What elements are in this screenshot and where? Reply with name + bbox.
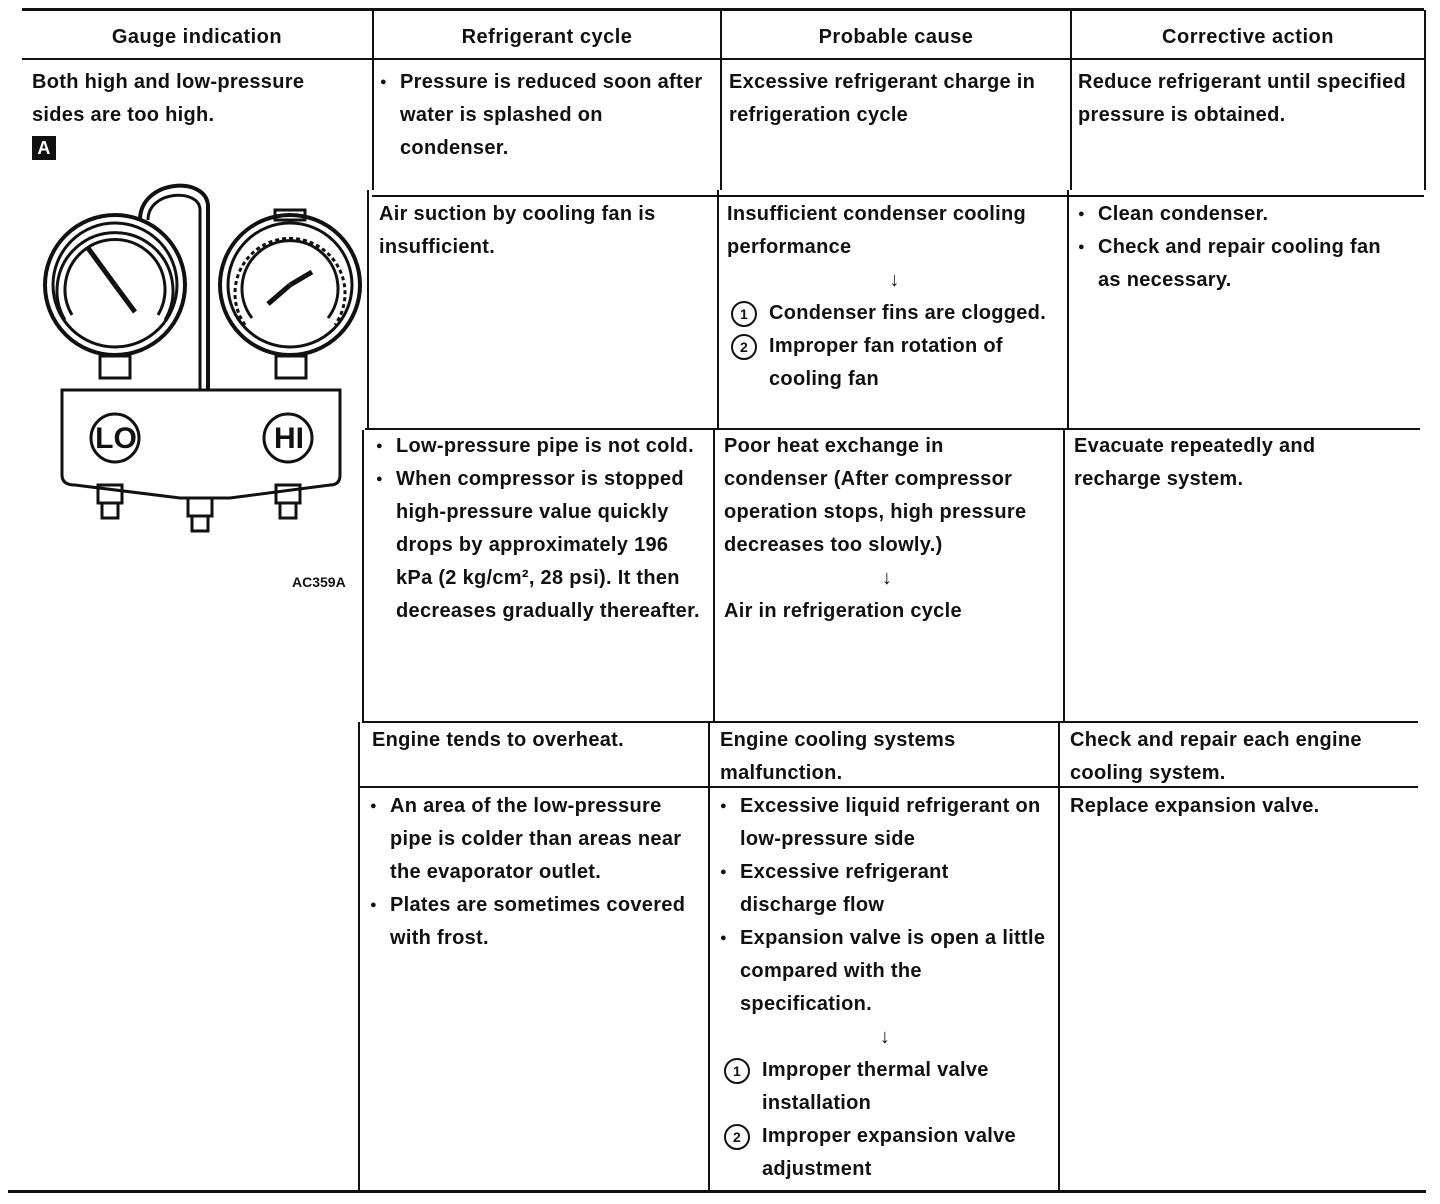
row3-cycle-item-2: ● When compressor is stopped high-pressure value quickly drops by approximately 196 kPa (2 kg/cm², 28 psi). It then decreases gradually thereafter. xyxy=(376,463,702,628)
row3-cause-head: Poor heat exchange in condenser (After compressor operation stops, high pressure decreases too slowly.) xyxy=(724,435,1027,556)
row5-cycle-item-1: ● An area of the low-pressure pipe is colder than areas near the evaporator outlet. xyxy=(370,790,695,889)
gauge-tag-a: A xyxy=(32,136,56,160)
row3-action: Evacuate repeatedly and recharge system. xyxy=(1074,435,1316,490)
circled-number-icon: 1 xyxy=(731,301,757,327)
circled-number-icon: 1 xyxy=(724,1058,750,1084)
row5-cause-num-item-2: 2 Improper expansion valve adjustment xyxy=(720,1120,1050,1186)
row5-cycle-item-2: ● Plates are sometimes covered with frost. xyxy=(370,889,695,955)
row5-cause xyxy=(720,790,1050,1186)
header-corrective-action: Corrective action xyxy=(1162,26,1334,48)
row2-action xyxy=(1078,198,1408,297)
row2-action-item-1: ● Clean condenser. xyxy=(1078,198,1408,231)
row4-cycle: Engine tends to overheat. xyxy=(372,729,624,751)
row5-cause-num-item-1: 1 Improper thermal valve installation xyxy=(720,1054,1050,1120)
row2-cause-item-2: 2 Improper fan rotation of cooling fan xyxy=(727,330,1062,396)
circled-number-icon: 2 xyxy=(724,1124,750,1150)
row-divider-3 xyxy=(362,721,1418,723)
row5-cause-item-1: ● Excessive liquid refrigerant on low-pressure side xyxy=(720,790,1050,856)
row2-cause-head: Insufficient condenser cooling performance xyxy=(727,203,1027,258)
header-refrigerant-cycle: Refrigerant cycle xyxy=(461,26,633,48)
row4-cause: Engine cooling systems malfunction. xyxy=(720,729,956,784)
row2-cycle: Air suction by cooling fan is insufficient. xyxy=(379,203,656,258)
row3-cycle-item-1: ● Low-pressure pipe is not cold. xyxy=(376,430,702,463)
down-arrow-icon: ↓ xyxy=(889,269,900,291)
header-gauge-indication: Gauge indication xyxy=(111,26,283,48)
row1-cycle-item: ● Pressure is reduced soon after water is splashed on condenser. xyxy=(380,66,710,165)
table-top-rule xyxy=(22,8,1424,11)
down-arrow-icon: ↓ xyxy=(881,567,893,589)
row2-action-item-2: ● Check and repair cooling fan as necessary. xyxy=(1078,231,1408,297)
col-divider-3b xyxy=(1067,190,1069,430)
col-divider-2c xyxy=(713,430,715,722)
gauge-line-1: Both high and low-pressure xyxy=(32,71,305,93)
gauge-line-2: sides are too high. xyxy=(32,104,215,126)
col-divider-2b xyxy=(717,190,719,430)
row1-cause: Excessive refrigerant charge in refrigeration cycle xyxy=(729,71,1036,126)
row-divider-1 xyxy=(372,195,1424,197)
table-bottom-rule xyxy=(8,1190,1426,1193)
header-probable-cause: Probable cause xyxy=(818,26,974,48)
row2-cause xyxy=(727,198,1062,396)
gauge-indication-text xyxy=(32,66,362,165)
circled-number-icon: 2 xyxy=(731,334,757,360)
col-divider-3c xyxy=(1063,430,1065,722)
col-divider-2d xyxy=(708,722,710,1192)
row5-action: Replace expansion valve. xyxy=(1070,795,1320,817)
row1-action: Reduce refrigerant until specified pressure is obtained. xyxy=(1078,71,1407,126)
row5-cause-item-3: ● Expansion valve is open a little compared with the specification. xyxy=(720,922,1050,1021)
col-divider-1d xyxy=(358,722,360,1192)
row3-cause xyxy=(724,430,1050,628)
manifold-gauge-illustration xyxy=(40,180,370,540)
col-divider-right xyxy=(1424,10,1426,190)
row5-cause-item-2: ● Excessive refrigerant discharge flow xyxy=(720,856,1050,922)
down-arrow-icon: ↓ xyxy=(879,1026,891,1048)
row3-cause-tail: Air in refrigeration cycle xyxy=(724,600,962,622)
row2-cause-item-1: 1 Condenser fins are clogged. xyxy=(727,297,1062,330)
row1-cycle xyxy=(380,66,710,165)
hi-label: HI xyxy=(274,422,304,455)
lo-label: LO xyxy=(95,422,137,455)
row5-cycle xyxy=(370,790,695,955)
row3-cycle xyxy=(376,430,702,628)
figure-id: AC359A xyxy=(292,574,346,590)
row4-action: Check and repair each engine cooling system. xyxy=(1070,729,1362,784)
col-divider-3d xyxy=(1058,722,1060,1192)
